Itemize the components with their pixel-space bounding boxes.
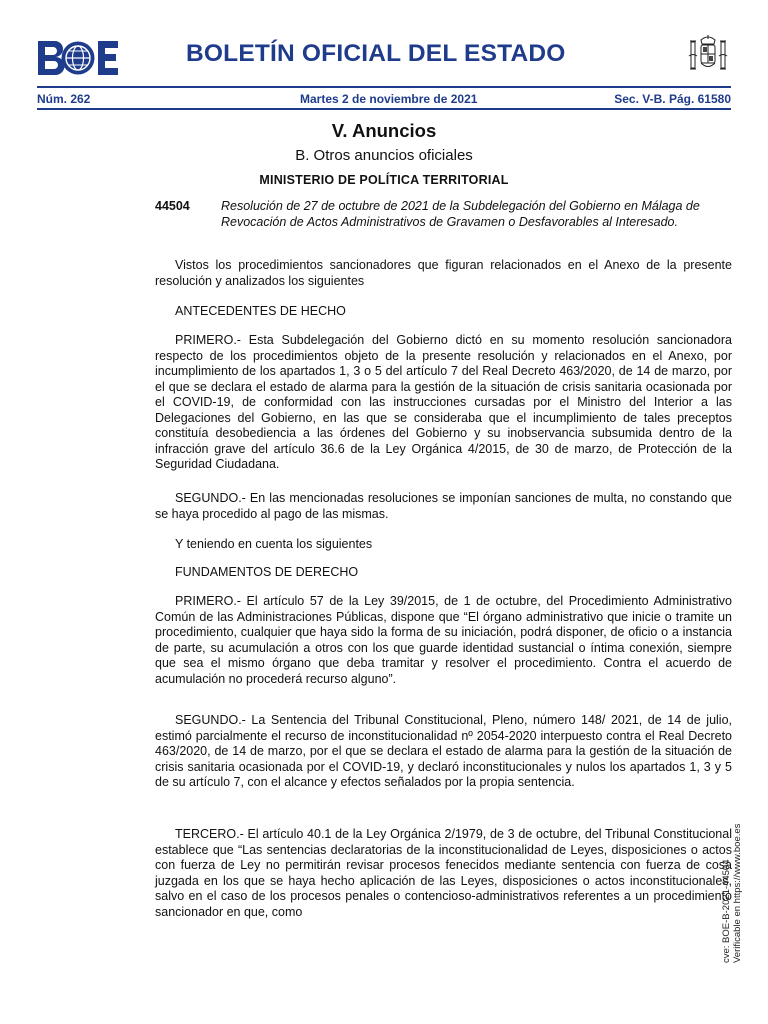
paragraph-intro: Vistos los procedimientos sancionadores que figuran relacionados en el Anexo de la presente resolución y analizados los siguientes [155, 258, 732, 288]
paragraph-tercero-derecho: TERCERO.- El artículo 40.1 de la Ley Orgánica 2/1979, de 3 de octubre, del Tribunal Constitucional establece que “Las sentencias declaratorias de la inconstitucionalidad de Leyes, disposiciones o actos con fuerza de Ley no permitirán revisar procesos fenecidos mediante sentencia con fuerza de cosa juzgada en los que se haya hecho aplicación de las Leyes, disposiciones o actos inconstitucionales, salvo en el caso de los procesos penales o contencioso-administrativos referentes a un procedimiento sancionador en que, como [155, 827, 732, 919]
paragraph-primero-hechos: PRIMERO.- Esta Subdelegación del Gobierno dictó en su momento resolución sancionadora respecto de los procedimientos objeto de la presente resolución y relacionados en el Anexo, por incumplimiento de los apartados 1, 3 o 5 del artículo 7 del Real Decreto 463/2020, de 14 de marzo, por el que se declara el estado de alarma para la gestión de la situación de crisis sanitaria ocasionada por el COVID-19, de conformidad con las instrucciones cursadas por el Ministro del Interior a las Delegaciones del Gobierno, en las que se consideraba que el incumplimiento de tales preceptos constituía desobediencia a las órdenes del Gobierno y su inobservancia subsumida dentro de la infracción grave del artículo 36.6 de la Ley Orgánica 4/2015, de 30 de marzo, de Protección de la Seguridad Ciudadana. [155, 333, 732, 471]
ministry-heading: MINISTERIO DE POLÍTICA TERRITORIAL [259, 173, 509, 187]
verify-url: Verificable en https://www.boe.es [732, 823, 743, 963]
boe-logo [37, 40, 119, 76]
paragraph-segundo-hechos: SEGUNDO.- En las mencionadas resoluciones se imponían sanciones de multa, no constando que se haya procedido al pago de las mismas. [155, 491, 732, 521]
heading-antecedentes: ANTECEDENTES DE HECHO [175, 304, 346, 318]
page-title: BOLETÍN OFICIAL DEL ESTADO [186, 40, 566, 67]
subsection-heading: B. Otros anuncios oficiales [295, 147, 473, 164]
coat-of-arms-icon [686, 34, 730, 76]
heading-fundamentos: FUNDAMENTOS DE DERECHO [175, 565, 359, 579]
announcement-number: 44504 [155, 199, 190, 213]
issue-number: Núm. 262 [37, 92, 91, 106]
resolution-title: Resolución de 27 de octubre de 2021 de la Subdelegación del Gobierno en Málaga de Revocación de Actos Administrativos de Gravamen o Desfavorables al Interesado. [221, 199, 700, 229]
paragraph-segundo-derecho: SEGUNDO.- La Sentencia del Tribunal Constitucional, Pleno, número 148/ 2021, de 14 de julio, estimó parcialmente el recurso de inconstitucionalidad nº 2054-2020 interpuesto contra el Real Decreto 463/2020, de 14 de marzo, por el que se declara el estado de alarma para la gestión de la situación de crisis sanitaria ocasionada por el COVID-19, y declaró inconstitucionales y nulos los apartados 1, 3 y 5 de su artículo 7, con el alcance y efectos señalados por la propia sentencia. [155, 713, 732, 789]
paragraph-primero-derecho: PRIMERO.- El artículo 57 de la Ley 39/2015, de 1 de octubre, del Procedimiento Administrativo Común de las Administraciones Públicas, dispone que “El órgano administrativo que inicie o tramite un procedimiento, cualquier que haya sido la forma de su iniciación, podrá disponer, de oficio o a instancia de parte, su acumulación a otros con los que guarde identidad sustancial o íntima conexión, siempre que sea el mismo órgano que deba tramitar y resolver el procedimiento. Contra el acuerdo de acumulación no procederá recurso alguno”. [155, 594, 732, 686]
header-rule-bottom [37, 108, 731, 110]
cve-code: cve: BOE-B-2021-44504 [721, 859, 732, 963]
header-rule-top [37, 86, 731, 88]
paragraph-teniendo: Y teniendo en cuenta los siguientes [175, 537, 373, 551]
section-heading: V. Anuncios [331, 120, 437, 141]
issue-date: Martes 2 de noviembre de 2021 [300, 92, 478, 106]
verification-note [721, 713, 743, 963]
section-page: Sec. V-B. Pág. 61580 [614, 92, 731, 106]
